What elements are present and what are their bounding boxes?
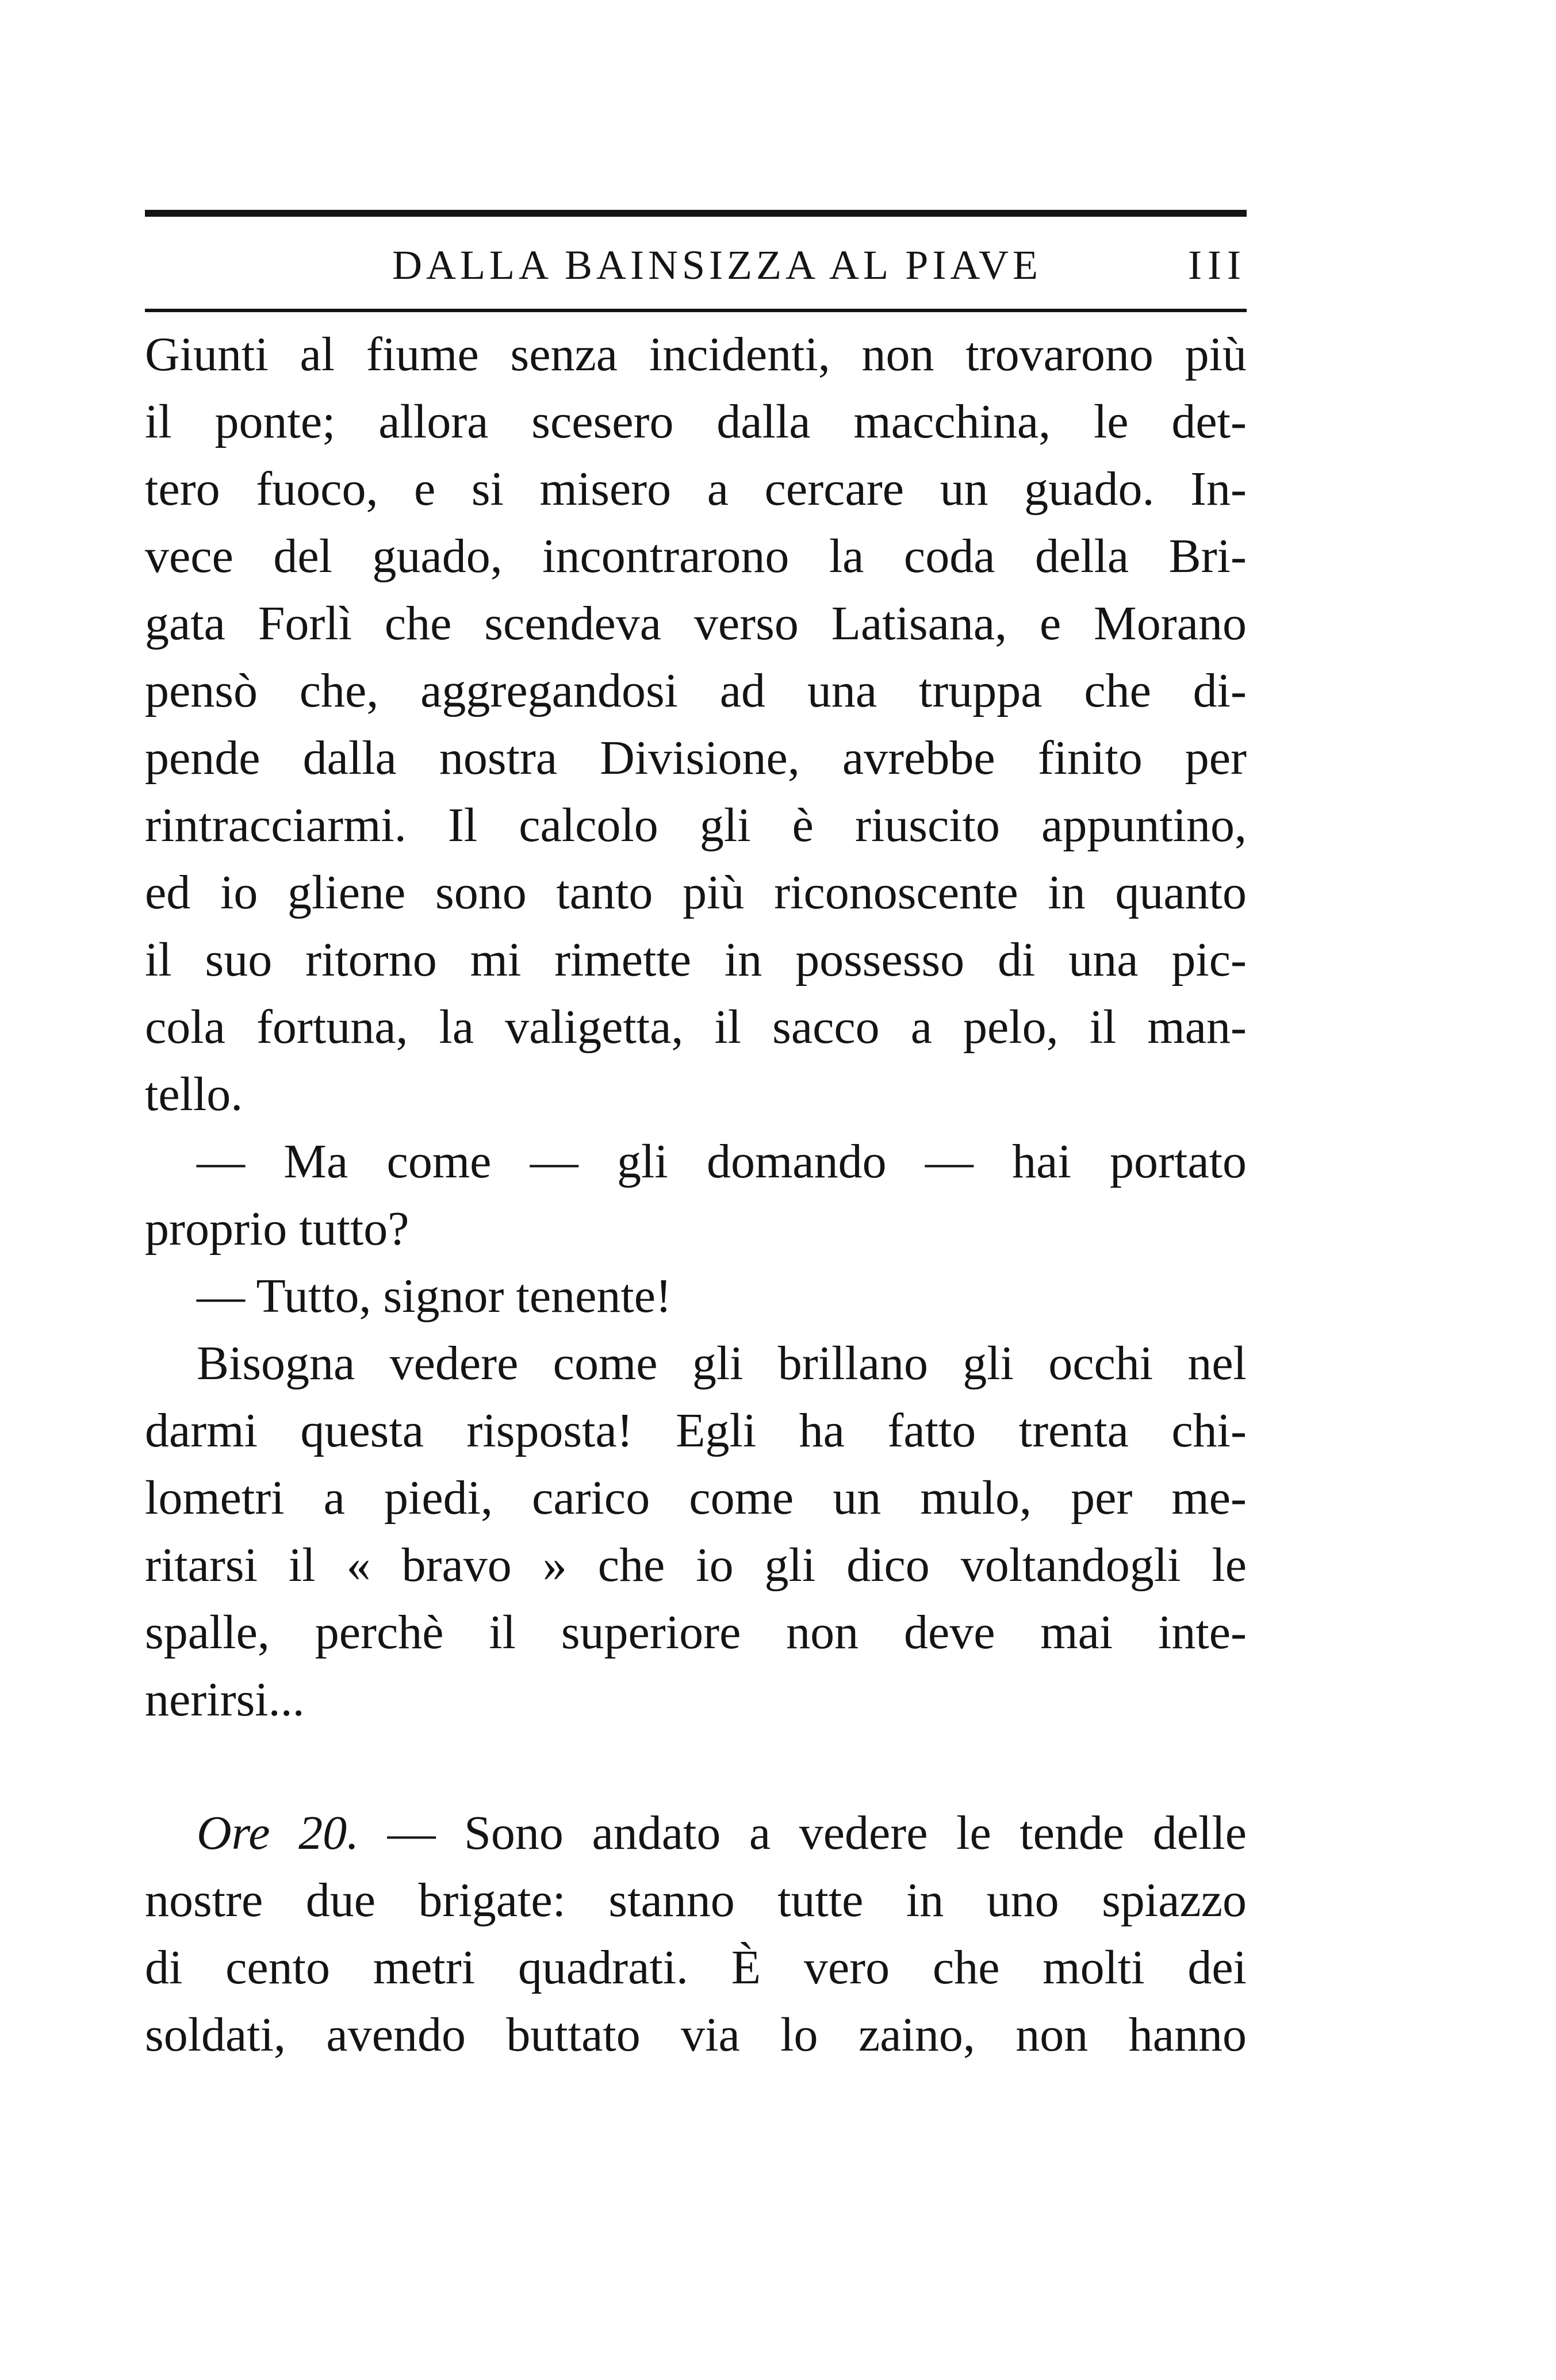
entry-time-label: Ore 20. xyxy=(197,1806,359,1860)
text-line: rintracciarmi. Il calcolo gli è riuscito appuntino, xyxy=(145,799,1247,852)
text-line: cola fortuna, la valigetta, il sacco a pelo, il man- xyxy=(145,1000,1247,1054)
paragraph-4 xyxy=(145,1330,1247,1733)
text-line: tero fuoco, e si misero a cercare un guado. In- xyxy=(145,462,1247,516)
text-line: Giunti al fiume senza incidenti, non trovarono più xyxy=(145,328,1247,381)
header-rule-bottom xyxy=(145,309,1247,312)
text-line: Bisogna vedere come gli brillano gli occhi nel xyxy=(197,1337,1247,1390)
text-line: spalle, perchè il superiore non deve mai inte- xyxy=(145,1606,1247,1659)
section-gap xyxy=(145,1733,1247,1799)
text-line: ritarsi il « bravo » che io gli dico voltandogli le xyxy=(145,1538,1247,1592)
text-line: — Tutto, signor tenente! xyxy=(197,1269,672,1323)
text-line: tello. xyxy=(145,1068,243,1121)
text-line: soldati, avendo buttato via lo zaino, non hanno xyxy=(145,2008,1247,2062)
text-line: il ponte; allora scesero dalla macchina, le det- xyxy=(145,395,1247,448)
page-number: III xyxy=(1188,242,1247,288)
text-line xyxy=(145,1799,1247,1867)
text-line: di cento metri quadrati. È vero che molti dei xyxy=(145,1941,1247,1994)
text-line: pensò che, aggregandosi ad una truppa che di- xyxy=(145,664,1247,717)
text-line: lometri a piedi, carico come un mulo, per me- xyxy=(145,1471,1247,1525)
text-line: darmi questa risposta! Egli ha fatto trenta chi- xyxy=(145,1404,1247,1457)
running-head xyxy=(145,225,1247,300)
header-rule-top xyxy=(145,210,1247,217)
text-line: ed io gliene sono tanto più riconoscente in quanto xyxy=(145,866,1247,919)
text-line: gata Forlì che scendeva verso Latisana, e Morano xyxy=(145,597,1247,650)
paragraph-2 xyxy=(145,1128,1247,1262)
text-line: proprio tutto? xyxy=(145,1202,409,1256)
body-text xyxy=(145,321,1247,2068)
entry-first-line-text: — Sono andato a vedere le tende delle xyxy=(359,1806,1247,1860)
text-line: nostre due brigate: stanno tutte in uno spiazzo xyxy=(145,1874,1247,1927)
text-line: il suo ritorno mi rimette in possesso di una pic- xyxy=(145,933,1247,986)
paragraph-1 xyxy=(145,321,1247,1128)
diary-entry xyxy=(145,1799,1247,2068)
text-line: — Ma come — gli domando — hai portato xyxy=(197,1135,1247,1188)
text-line: pende dalla nostra Divisione, avrebbe finito per xyxy=(145,731,1247,785)
paragraph-3 xyxy=(145,1262,1247,1330)
text-line: vece del guado, incontrarono la coda della Bri- xyxy=(145,529,1247,583)
text-line: nerirsi... xyxy=(145,1673,305,1726)
running-title: DALLA BAINSIZZA AL PIAVE xyxy=(392,242,1043,288)
